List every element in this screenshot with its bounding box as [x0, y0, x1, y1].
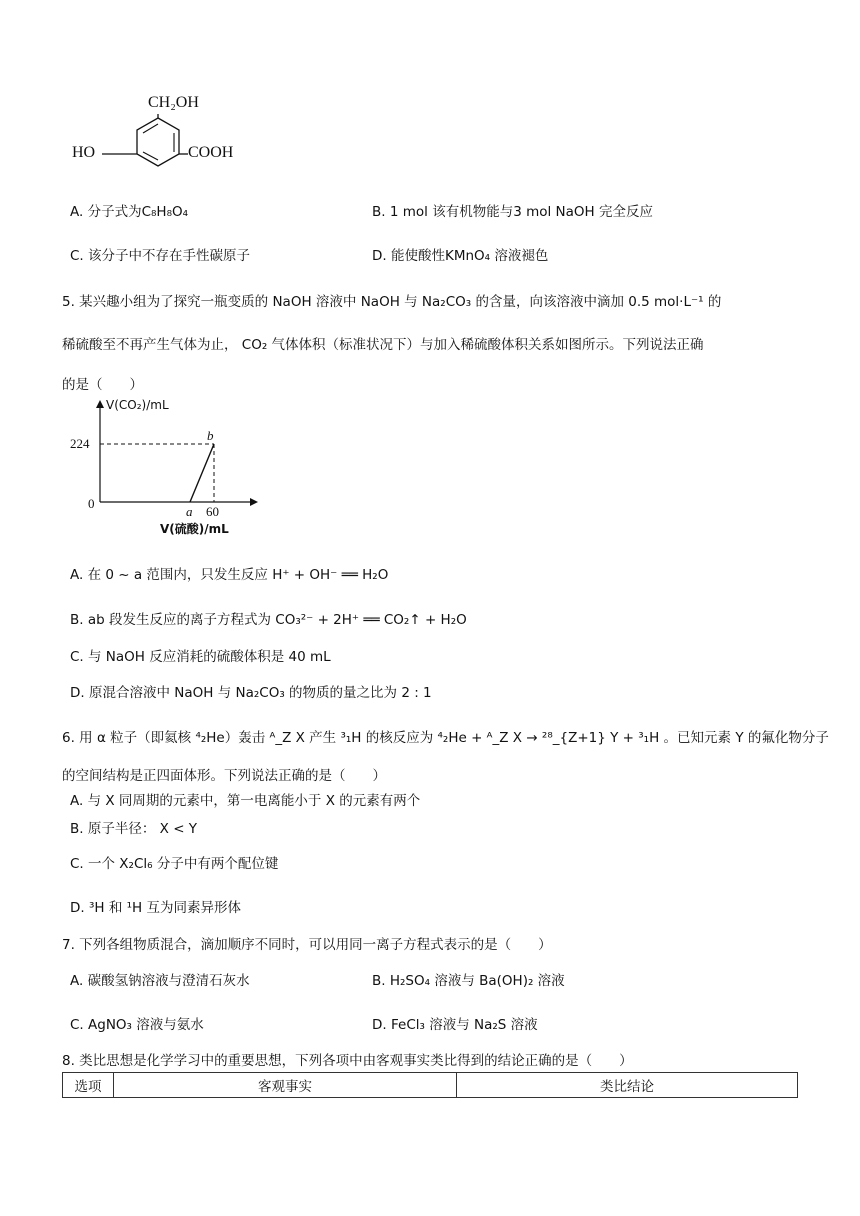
- right-group-label: COOH: [188, 144, 234, 161]
- q7-option-d: D. FeCl₃ 溶液与 Na₂S 溶液: [372, 1017, 538, 1033]
- table-header-row: [63, 1073, 798, 1098]
- left-group-label: HO: [72, 144, 96, 161]
- y-axis-label: V(CO₂)/mL: [106, 398, 169, 412]
- q8-stem: 8. 类比思想是化学学习中的重要思想，下列各项中由客观事实类比得到的结论正确的是（ ）: [62, 1053, 633, 1069]
- q5-stem-line1: 5. 某兴趣小组为了探究一瓶变质的 NaOH 溶液中 NaOH 与 Na₂CO₃ 的含量，向该溶液中滴加 0.5 mol·L⁻¹ 的: [62, 294, 722, 310]
- q6-option-c: C. 一个 X₂Cl₆ 分子中有两个配位键: [70, 856, 279, 872]
- q4-option-c: C. 该分子中不存在手性碳原子: [70, 248, 251, 264]
- comparison-table: [62, 1072, 798, 1098]
- q5-stem-line3: 的是（ ）: [62, 377, 143, 393]
- q7-stem: 7. 下列各组物质混合，滴加顺序不同时，可以用同一离子方程式表示的是（ ）: [62, 937, 552, 953]
- q4-option-d: D. 能使酸性KMnO₄ 溶液褪色: [372, 248, 549, 264]
- co2-volume-graph: [64, 392, 264, 542]
- q6-stem-line2: 的空间结构是正四面体形。下列说法正确的是（ ）: [62, 768, 386, 784]
- q4-option-a: A. 分子式为C₈H₈O₄: [70, 204, 189, 220]
- origin-label: 0: [88, 496, 95, 511]
- point-b-label: b: [207, 428, 214, 443]
- structure-diagram: [70, 96, 260, 176]
- point-a-label: a: [186, 504, 193, 519]
- q6-option-d: D. ³H 和 ¹H 互为同素异形体: [70, 900, 241, 916]
- q5-option-d: D. 原混合溶液中 NaOH 与 Na₂CO₃ 的物质的量之比为 2 : 1: [70, 685, 432, 701]
- q6-stem-line1: 6. 用 α 粒子（即氦核 ⁴₂He）轰击 ᴬ_Z X 产生 ³₁H 的核反应为 ⁴₂He + ᴬ_Z X → ²⁸_{Z+1} Y + ³₁H 。已知元素 Y 的氟化物分子: [62, 730, 829, 746]
- x-tick-60: 60: [206, 504, 219, 519]
- data-line-ab: [190, 444, 214, 502]
- q5-option-b: B. ab 段发生反应的离子方程式为 CO₃²⁻ + 2H⁺ ══ CO₂↑ + H₂O: [70, 612, 467, 628]
- q5-stem-line2: 稀硫酸至不再产生气体为止， CO₂ 气体体积（标准状况下）与加入稀硫酸体积关系如图所示。下列说法正确: [62, 337, 704, 353]
- q5-option-a: A. 在 0 ~ a 范围内，只发生反应 H⁺ + OH⁻ ══ H₂O: [70, 567, 389, 583]
- header-conclusion: 类比结论: [457, 1073, 798, 1098]
- q7-option-a: A. 碳酸氢钠溶液与澄清石灰水: [70, 973, 250, 989]
- x-axis-label: V(硫酸)/mL: [160, 522, 229, 536]
- y-tick-224: 224: [70, 436, 90, 451]
- header-option: 选项: [63, 1073, 114, 1098]
- top-group-label: CH₂OH: [148, 94, 199, 111]
- q6-option-a: A. 与 X 同周期的元素中，第一电离能小于 X 的元素有两个: [70, 793, 421, 809]
- q7-option-b: B. H₂SO₄ 溶液与 Ba(OH)₂ 溶液: [372, 973, 565, 989]
- q6-option-b: B. 原子半径： X < Y: [70, 821, 198, 837]
- q4-option-b: B. 1 mol 该有机物能与3 mol NaOH 完全反应: [372, 204, 653, 220]
- q5-option-c: C. 与 NaOH 反应消耗的硫酸体积是 40 mL: [70, 649, 331, 665]
- q7-option-c: C. AgNO₃ 溶液与氨水: [70, 1017, 204, 1033]
- header-fact: 客观事实: [114, 1073, 457, 1098]
